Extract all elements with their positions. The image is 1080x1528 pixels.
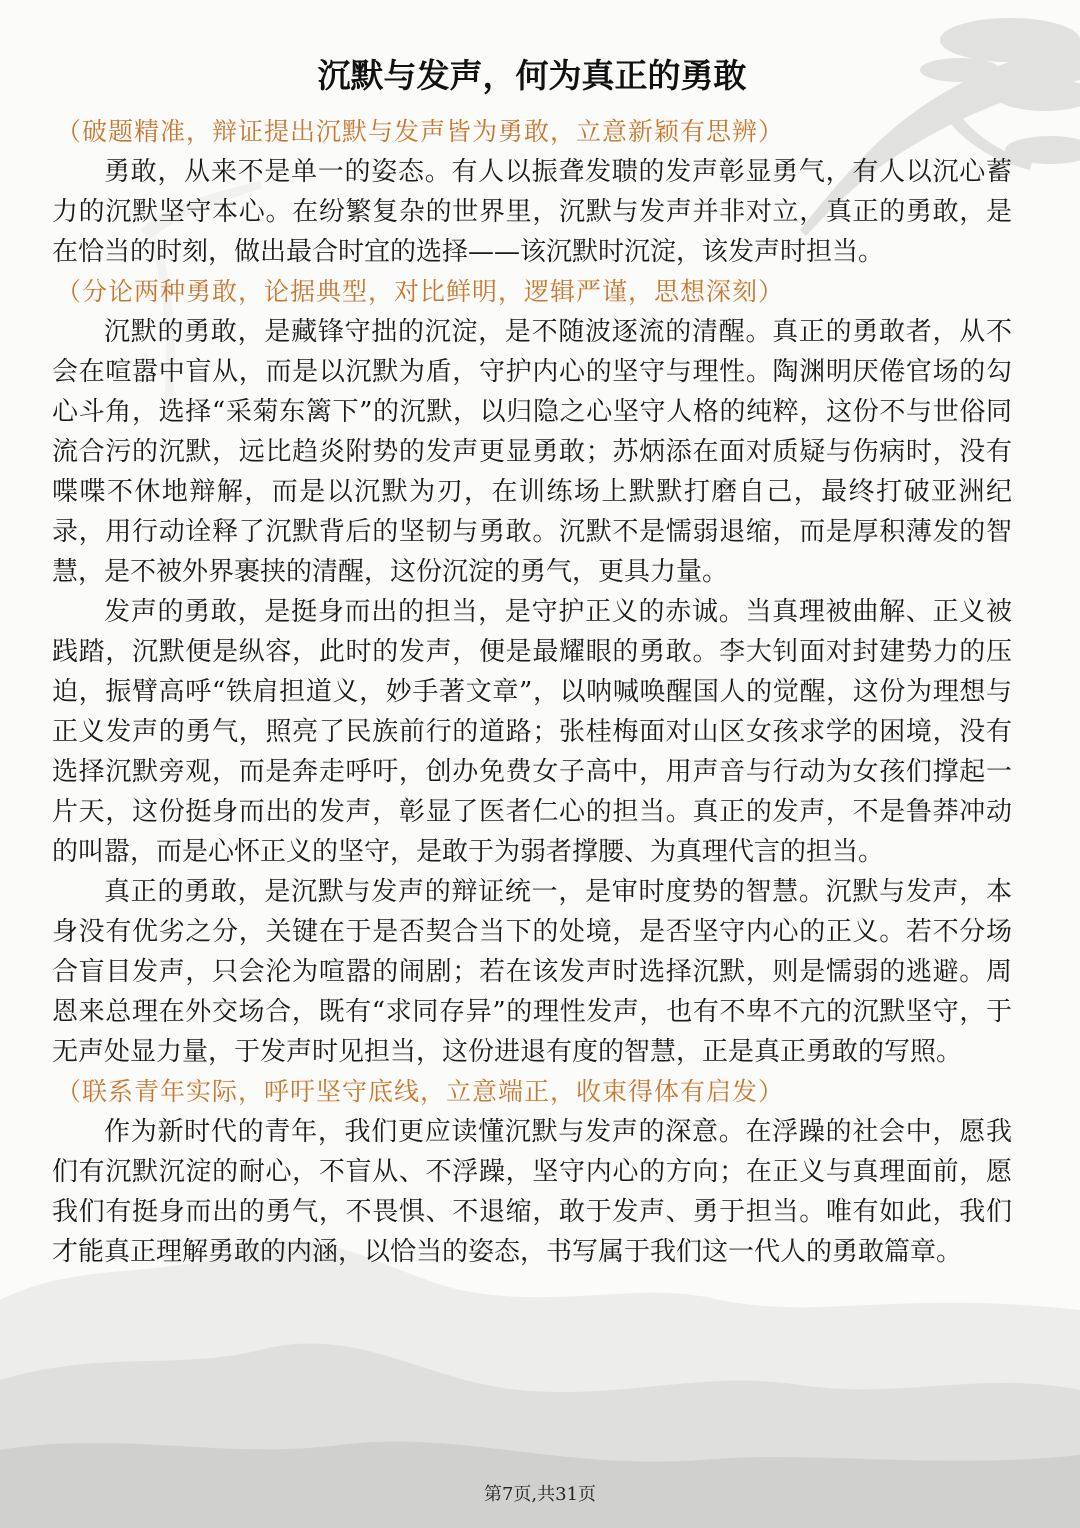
essay-paragraph: 发声的勇敢，是挺身而出的担当，是守护正义的赤诚。当真理被曲解、正义被践踏，沉默便是纵容，此时的发声，便是最耀眼的勇敢。李大钊面对封建势力的压迫，振臂高呼“铁肩担道义，妙手著文章”，以呐喊唤醒国人的觉醒，这份为理想与正义发声的勇气，照亮了民族前行的道路；张桂梅面对山区女孩求学的困境，没有选择沉默旁观，而是奔走呼吁，创办免费女子高中，用声音与行动为女孩们撑起一片天，这份挺身而出的发声，彰显了医者仁心的担当。真正的发声，不是鲁莽冲动的叫嚣，而是心怀正义的坚守，是敢于为弱者撑腰、为真理代言的担当。 <box>52 597 1012 867</box>
essay-title: 沉默与发声，何为真正的勇敢 <box>317 56 747 95</box>
annotation-comment: （破题精准，辩证提出沉默与发声皆为勇敢，立意新颖有思辨） <box>56 117 785 146</box>
page-number: 第7页,共31页 <box>483 1484 597 1505</box>
essay-page <box>52 50 1012 1272</box>
annotation-comment: （分论两种勇敢，论据典型，对比鲜明，逻辑严谨，思想深刻） <box>56 277 785 306</box>
essay-paragraph: 勇敢，从来不是单一的姿态。有人以振聋发聩的发声彰显勇气，有人以沉心蓄力的沉默坚守本心。在纷繁复杂的世界里，沉默与发声并非对立，真正的勇敢，是在恰当的时刻，做出最合时宜的选择——该沉默时沉淀，该发声时担当。 <box>52 157 1012 267</box>
essay-paragraph: 沉默的勇敢，是藏锋守拙的沉淀，是不随波逐流的清醒。真正的勇敢者，从不会在喧嚣中盲从，而是以沉默为盾，守护内心的坚守与理性。陶渊明厌倦官场的勾心斗角，选择“采菊东篱下”的沉默，以归隐之心坚守人格的纯粹，这份不与世俗同流合污的沉默，远比趋炎附势的发声更显勇敢；苏炳添在面对质疑与伤病时，没有喋喋不休地辩解，而是以沉默为刃，在训练场上默默打磨自己，最终打破亚洲纪录，用行动诠释了沉默背后的坚韧与勇敢。沉默不是懦弱退缩，而是厚积薄发的智慧，是不被外界裹挟的清醒，这份沉淀的勇气，更具力量。 <box>52 317 1012 587</box>
essay-paragraph: 作为新时代的青年，我们更应读懂沉默与发声的深意。在浮躁的社会中，愿我们有沉默沉淀的耐心，不盲从、不浮躁，坚守内心的方向；在正义与真理面前，愿我们有挺身而出的勇气，不畏惧、不退缩，敢于发声、勇于担当。唯有如此，我们才能真正理解勇敢的内涵，以恰当的姿态，书写属于我们这一代人的勇敢篇章。 <box>52 1117 1012 1267</box>
annotation-comment: （联系青年实际，呼吁坚守底线，立意端正，收束得体有启发） <box>56 1077 785 1106</box>
essay-paragraph: 真正的勇敢，是沉默与发声的辩证统一，是审时度势的智慧。沉默与发声，本身没有优劣之分，关键在于是否契合当下的处境，是否坚守内心的正义。若不分场合盲目发声，只会沦为喧嚣的闹剧；若在该发声时选择沉默，则是懦弱的逃避。周恩来总理在外交场合，既有“求同存异”的理性发声，也有不卑不亢的沉默坚守，于无声处显力量，于发声时见担当，这份进退有度的智慧，正是真正勇敢的写照。 <box>52 877 1012 1067</box>
